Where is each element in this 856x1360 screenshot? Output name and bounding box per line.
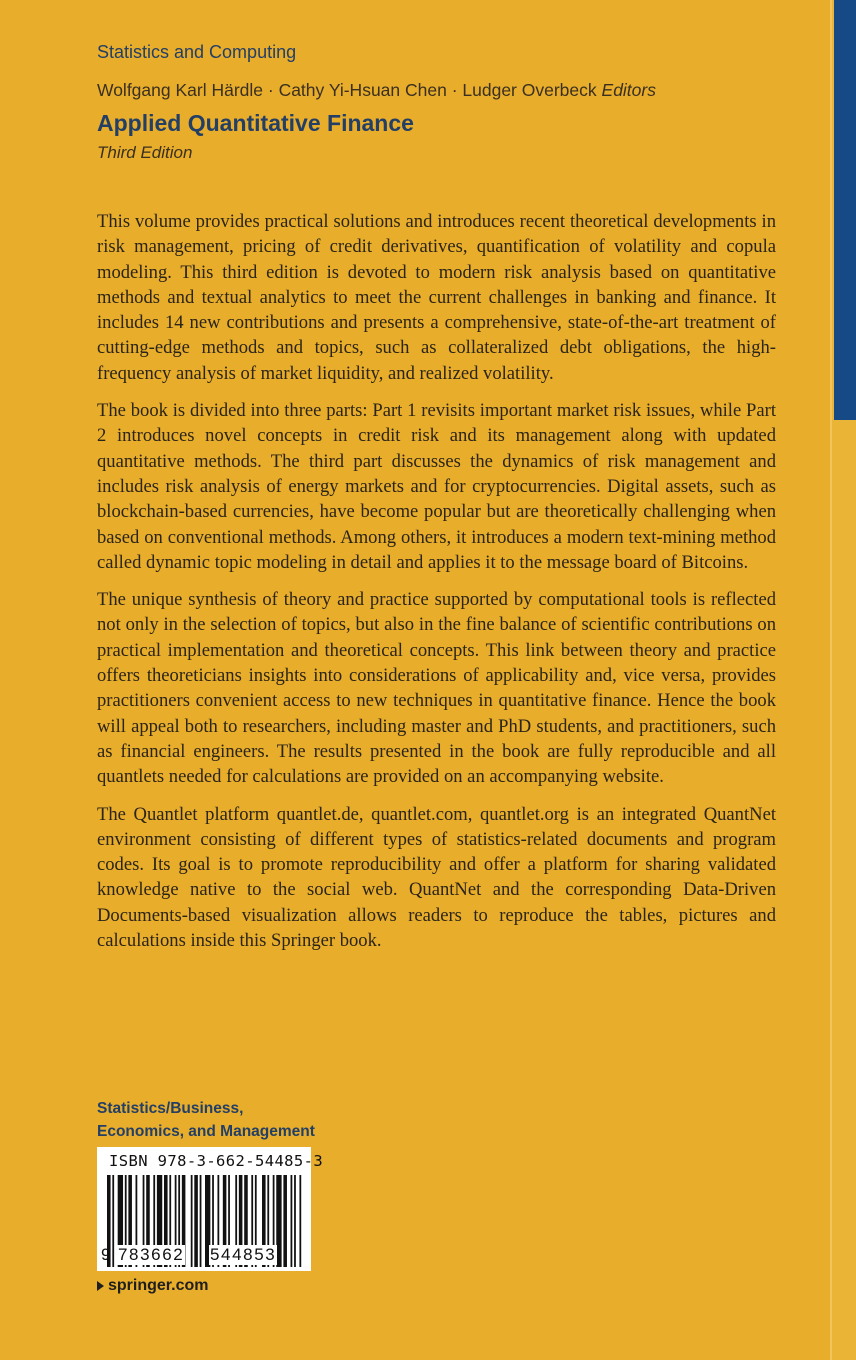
subject-line-1: Statistics/Business, xyxy=(97,1100,244,1117)
publisher-website: springer.com xyxy=(108,1277,209,1294)
blurb-paragraph: The unique synthesis of theory and practice supported by computational tools is reflected not only in the selection of topics, but also in the fine balance of scientific contributions on practical implementation and theoretical concepts. This link between theory and practice offers theoreticians insights into considerations of applicability and, vice versa, provides practitioners convenient access to new techniques in quantitative finance. Hence the book will appeal both to researchers, including master and PhD students, and practitioners, such as financial engineers. The results presented in the book are fully reproducible and all quantlets needed for calculations are provided on an accompanying website. xyxy=(97,589,776,788)
subject-category xyxy=(97,1097,315,1143)
editors-line xyxy=(97,80,656,101)
barcode-group-1: 783662 xyxy=(118,1245,185,1264)
barcode-bar xyxy=(291,1175,293,1267)
barcode-group-2: 544853 xyxy=(210,1245,277,1264)
barcode-bar xyxy=(283,1175,287,1267)
barcode-bar xyxy=(294,1175,296,1267)
editors-names: Wolfgang Karl Härdle · Cathy Yi-Hsuan Chen · Ludger Overbeck xyxy=(97,80,597,100)
barcode-bar xyxy=(299,1175,301,1267)
barcode-first-digit: 9 xyxy=(101,1245,111,1264)
editors-role: Editors xyxy=(601,80,656,100)
arrow-right-icon xyxy=(97,1281,104,1291)
book-edition: Third Edition xyxy=(97,143,193,162)
barcode-bar xyxy=(191,1175,193,1267)
blurb-paragraph: The Quantlet platform quantlet.de, quantlet.com, quantlet.org is an integrated QuantNet environment consisting of different types of statistics-related documents and program codes. Its goal is to promote reproducibility and offer a platform for sharing validated knowledge native to the social web. QuantNet and the corresponding Data-Driven Documents-based visualization allows readers to reproduce the tables, pictures and calculations inside this Springer book. xyxy=(97,803,776,952)
barcode-bar xyxy=(112,1175,114,1267)
isbn-label: ISBN 978-3-662-54485-3 xyxy=(109,1152,324,1170)
blurb-paragraph: This volume provides practical solutions and introduces recent theoretical developments in risk management, pricing of credit derivatives, quantification of volatility and copula modeling. This third edition is devoted to modern risk analysis based on quantitative methods and textual analytics to meet the current challenges in banking and finance. It includes 14 new contributions and presents a comprehensive, state-of-the-art treatment of cutting-edge methods and topics, such as collateralized debt obligations, the high-frequency analysis of market liquidity, and realized volatility. xyxy=(97,211,776,384)
book-title: Applied Quantitative Finance xyxy=(97,110,414,136)
isbn-barcode xyxy=(97,1147,324,1271)
blurb-paragraph: The book is divided into three parts: Part 1 revisits important market risk issues, while Part 2 introduces novel concepts in credit risk and its management along with updated quantitative methods. The third part discusses the dynamics of risk management and includes risk analysis of energy markets and for cryptocurrencies. Digital assets, such as blockchain-based currencies, have become popular but are theoretically challenging when based on conventional methods. Among others, it introduces a modern text-mining method called dynamic topic modeling in detail and applies it to the message board of Bitcoins. xyxy=(97,400,776,573)
barcode-bar xyxy=(200,1175,202,1267)
spine-color-band xyxy=(834,0,856,420)
barcode-bar xyxy=(194,1175,198,1267)
blurb xyxy=(97,209,776,965)
series-name: Statistics and Computing xyxy=(97,42,297,62)
publisher-link[interactable] xyxy=(97,1277,208,1295)
subject-line-2: Economics, and Management xyxy=(97,1123,315,1140)
